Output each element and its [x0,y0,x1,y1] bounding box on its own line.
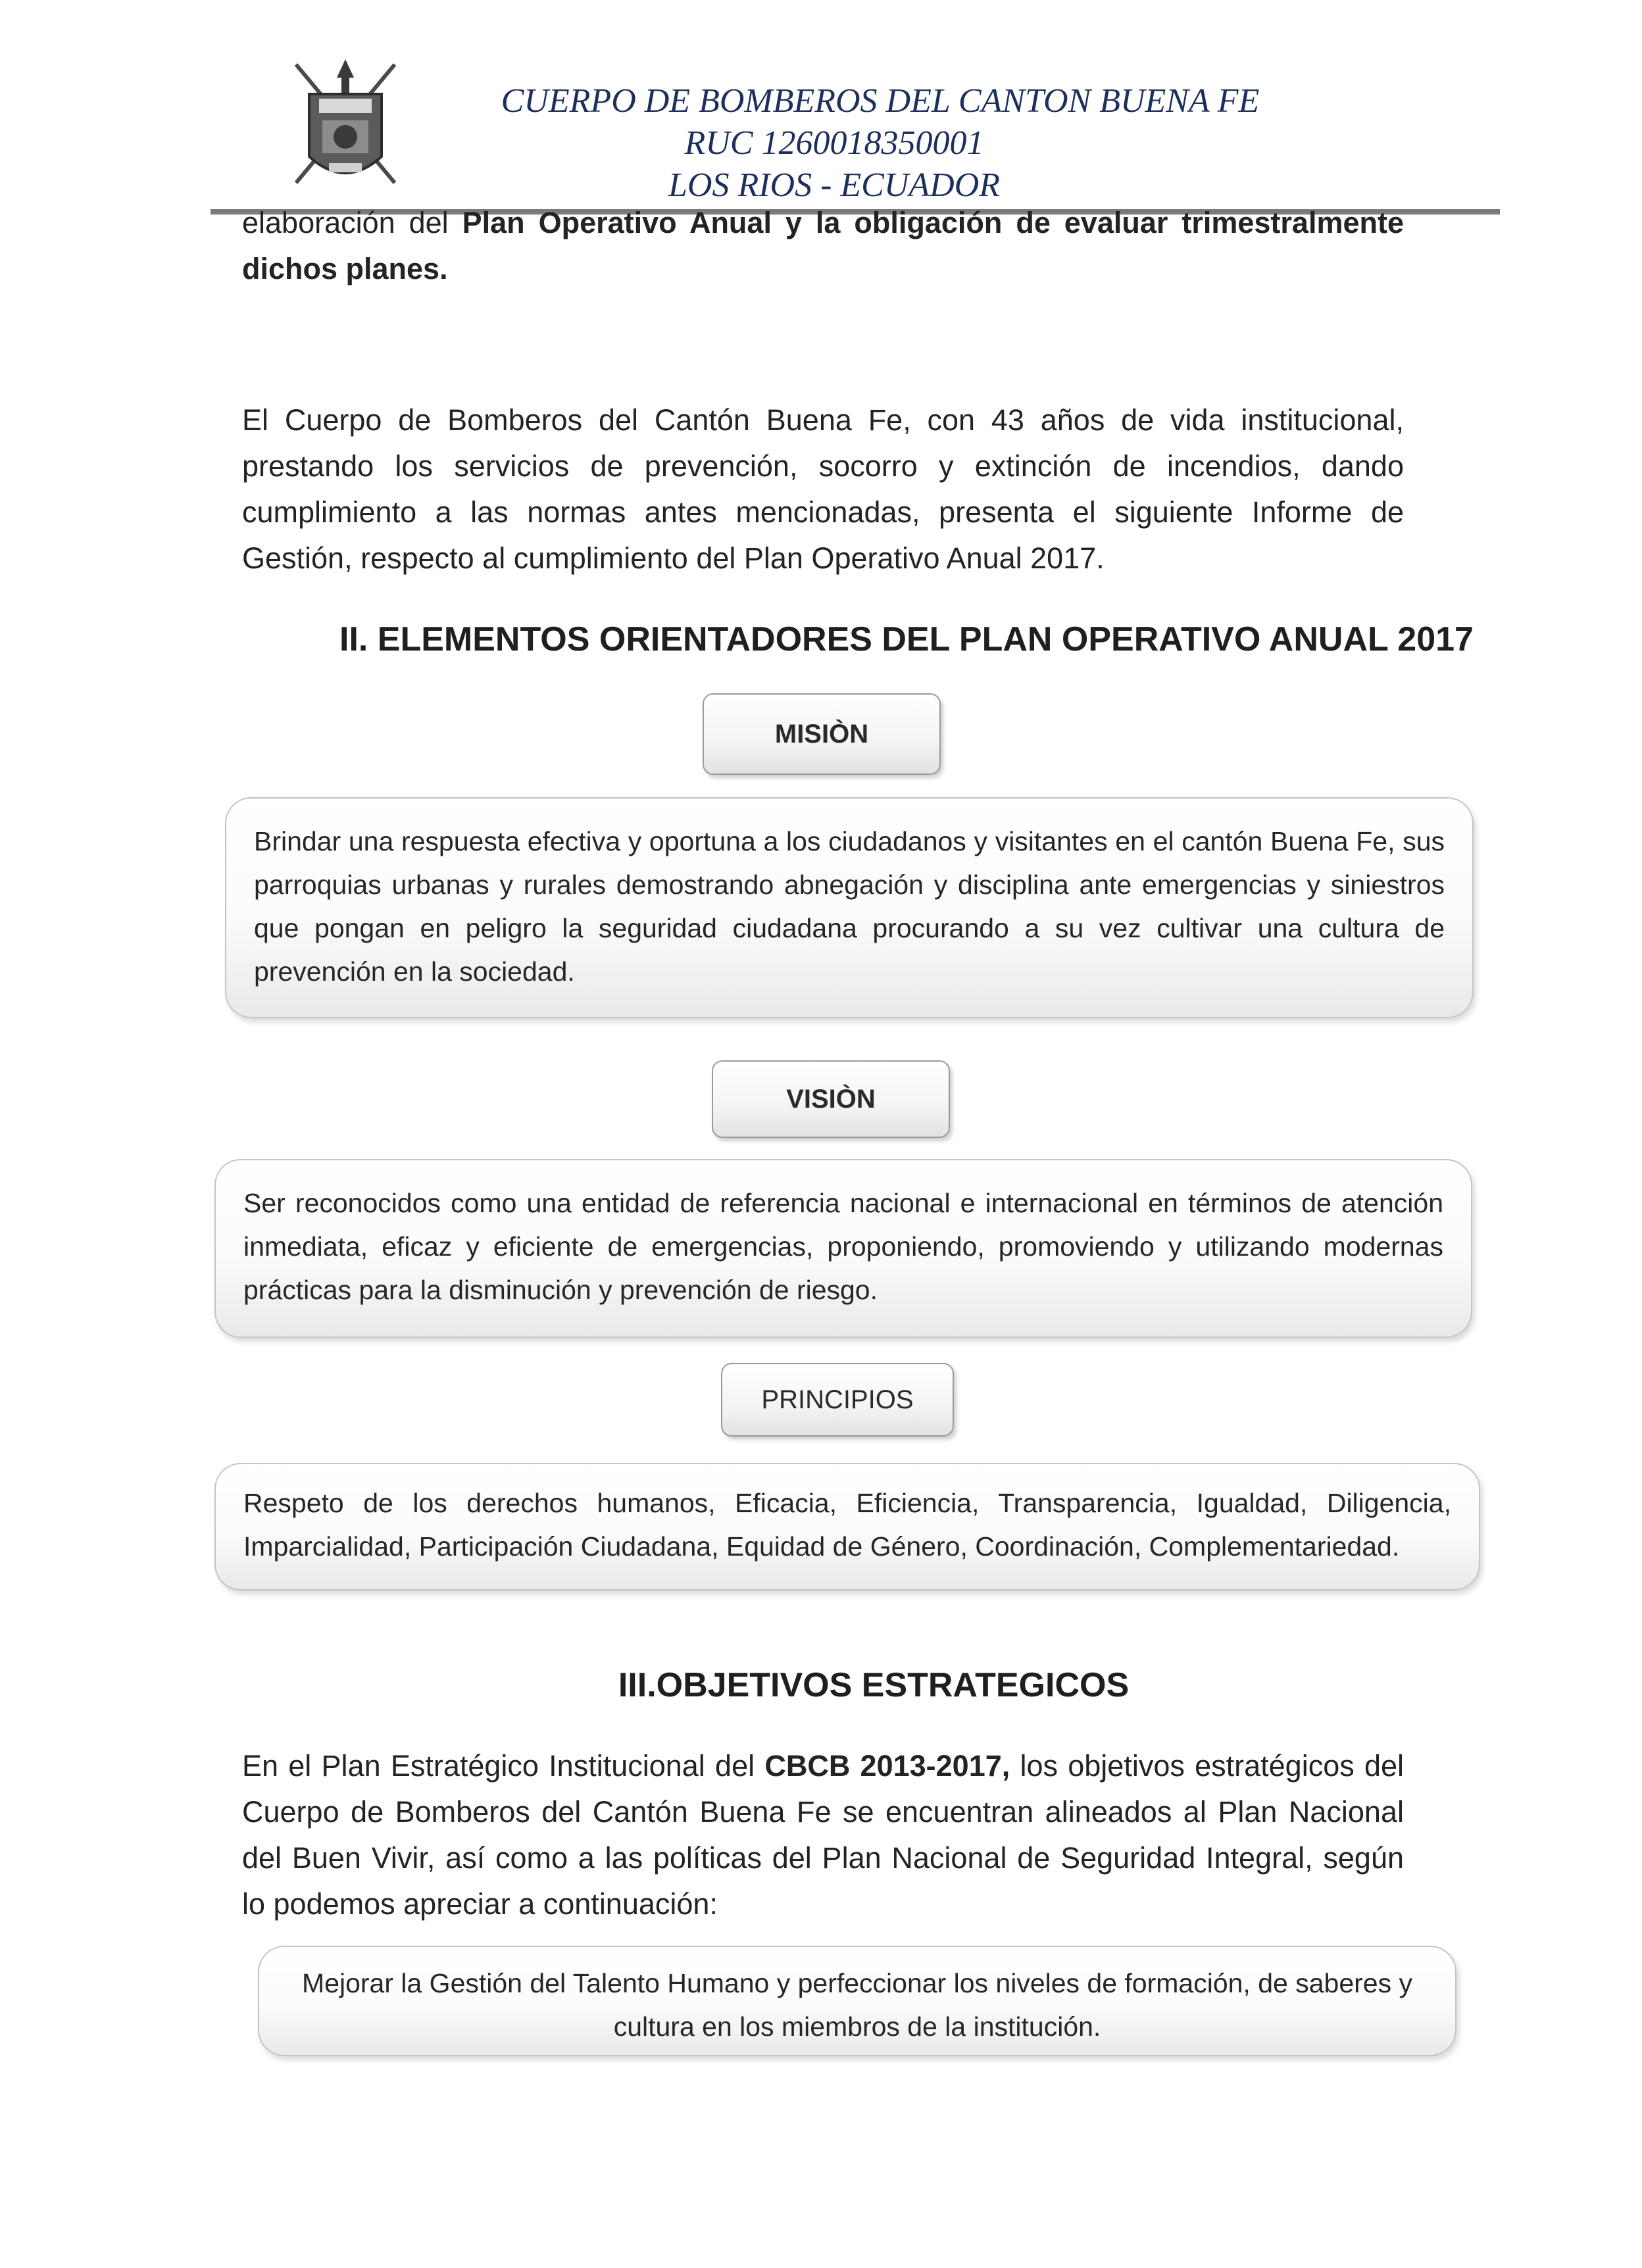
org-name: CUERPO DE BOMBEROS DEL CANTON BUENA FE [501,82,1260,120]
objetivo-1-box: Mejorar la Gestión del Talento Humano y perfeccionar los niveles de formación, de saberes y cultura en los miembros de la institución. [258,1946,1456,2056]
mision-text: Brindar una respuesta efectiva y oportuna a los ciudadanos y visitantes en el cantón Buena Fe, sus parroquias urbanas y rurales demostrando abnegación y disciplina ante emergencias y siniestros que pongan en peligro la seguridad ciudadana procurando a su vez cultivar una cultura de prevención en la sociedad. [225,797,1474,1018]
section-3-title: III.OBJETIVOS ESTRATEGICOS [618,1666,1130,1704]
location: LOS RIOS - ECUADOR [668,166,1001,204]
ruc-number: RUC 1260018350001 [684,124,984,162]
principios-label: PRINCIPIOS [721,1363,954,1437]
section-2-title: II. ELEMENTOS ORIENTADORES DEL PLAN OPERATIVO ANUAL 2017 [339,620,1474,658]
principios-text: Respeto de los derechos humanos, Eficacia, Eficiencia, Transparencia, Igualdad, Diligencia, Imparcialidad, Participación Ciudadana, Equidad de Género, Coordinación, Complementariedad. [214,1463,1480,1590]
intro-paragraph: El Cuerpo de Bomberos del Cantón Buena Fe, con 43 años de vida institucional, prestando los servicios de prevención, socorro y extinción de incendios, dando cumplimiento a las normas antes mencionadas, presenta el siguiente Informe de Gestión, respecto al cumplimiento del Plan Operativo Anual 2017. [242,403,1404,575]
objetivos-paragraph: En el Plan Estratégico Institucional del CBCB 2013-2017, los objetivos estratégicos del Cuerpo de Bomberos del Cantón Buena Fe se encuentran alineados al Plan Nacional del Buen Vivir, así como a las políticas del Plan Nacional de Seguridad Integral, según lo podemos apreciar a continuación: [242,1749,1404,1921]
continuation-paragraph: elaboración del Plan Operativo Anual y la obligación de evaluar trimestralmente dichos planes. [242,206,1404,285]
letterhead [0,0,1642,224]
vision-label: VISIÒN [712,1060,950,1138]
vision-text: Ser reconocidos como una entidad de referencia nacional e internacional en términos de atención inmediata, eficaz y eficiente de emergencias, proponiendo, promoviendo y utilizando modernas prácticas para la disminución y prevención de riesgo. [214,1159,1472,1338]
mision-label: MISIÒN [703,693,941,775]
